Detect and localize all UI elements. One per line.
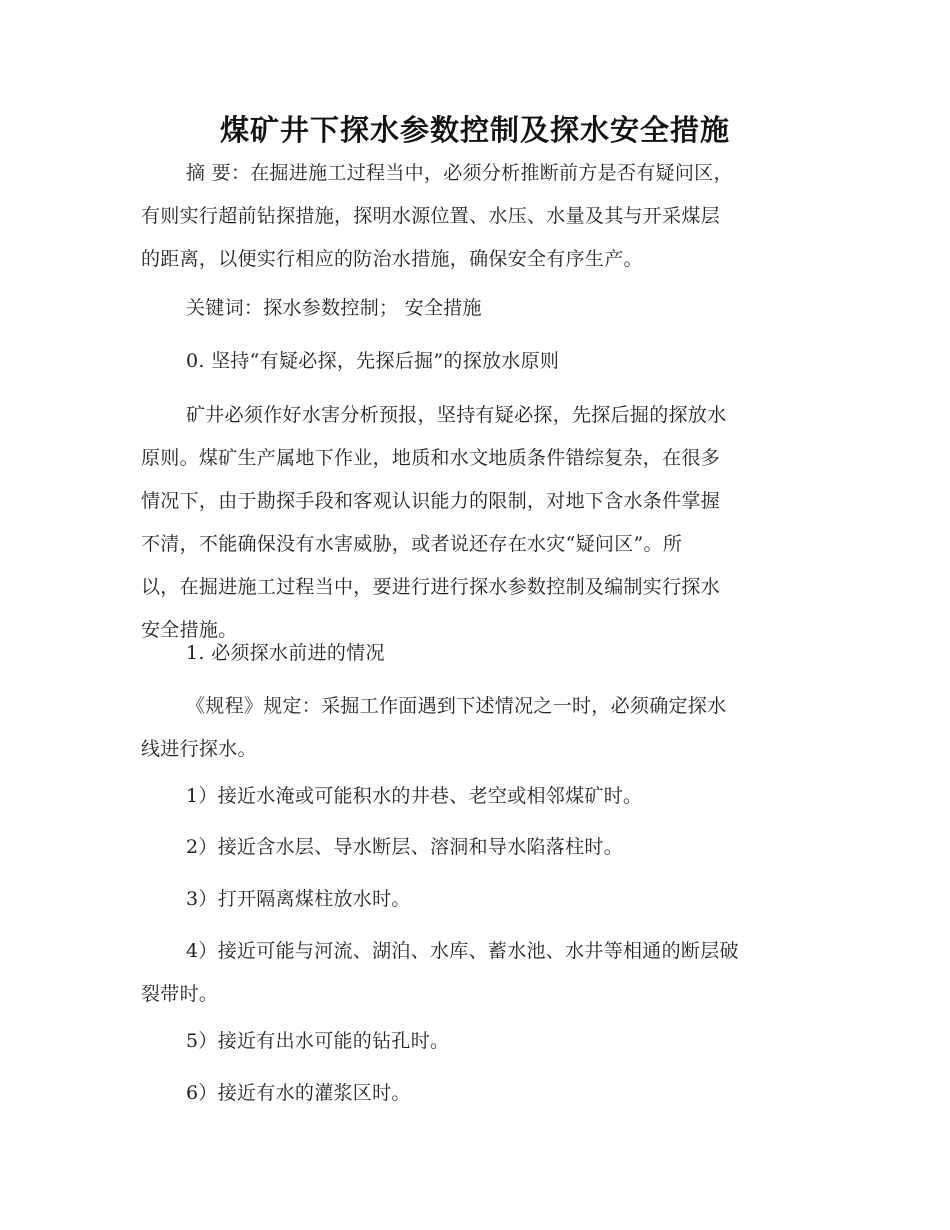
- list-item-4: [141, 930, 811, 1016]
- list-item-6: [141, 1072, 811, 1115]
- paragraph-line: 以，在掘进施工过程当中，要进行进行探水参数控制及编制实行探水: [141, 576, 721, 598]
- paragraph-line: 线进行探水。: [141, 738, 257, 760]
- abstract-paragraph: [141, 152, 811, 281]
- list-item-5: [141, 1020, 811, 1063]
- paragraph-line: 原则。煤矿生产属地下作业，地质和水文地质条件错综复杂，在很多: [141, 447, 721, 469]
- list-item-text: 1）接近水淹或可能积水的井巷、老空或相邻煤矿时。: [186, 785, 643, 807]
- list-item-text: 2）接近含水层、导水断层、溶洞和导水陷落柱时。: [186, 836, 623, 858]
- paragraph-line: 安全措施。: [141, 619, 238, 641]
- paragraph-line: 不清，不能确保没有水害威胁，或者说还存在水灾“疑问区”。所: [141, 533, 683, 555]
- list-item-text: 3）打开隔离煤柱放水时。: [186, 888, 411, 910]
- section-0-heading: [141, 340, 811, 383]
- list-item-1: [141, 775, 811, 818]
- list-item-text: 裂带时。: [141, 983, 219, 1005]
- keywords-paragraph: [141, 287, 811, 330]
- list-item-text: 6）接近有水的灌浆区时。: [186, 1082, 411, 1104]
- paragraph-line: 矿井必须作好水害分析预报，坚持有疑必探，先探后掘的探放水: [186, 404, 727, 426]
- list-item-text: 5）接近有出水可能的钻孔时。: [186, 1030, 450, 1052]
- rule-paragraph: [141, 685, 811, 771]
- list-item-3: [141, 878, 811, 921]
- abstract-line: 有则实行超前钻探措施，探明水源位置、水压、水量及其与开采煤层: [141, 205, 721, 227]
- abstract-line: 摘 要：在掘进施工过程当中，必须分析推断前方是否有疑问区，: [186, 162, 733, 184]
- list-item-text: 4）接近可能与河流、湖泊、水库、蓄水池、水井等相通的断层破: [186, 940, 739, 962]
- paragraph-line: 情况下，由于勘探手段和客观认识能力的限制，对地下含水条件掌握: [141, 490, 721, 512]
- section-1-heading: [141, 632, 811, 675]
- section-heading-text: 1. 必须探水前进的情况: [186, 642, 385, 664]
- section-0-paragraph: [141, 394, 811, 652]
- list-item-2: [141, 826, 811, 869]
- keywords-line: 关键词：探水参数控制； 安全措施: [186, 297, 482, 319]
- paragraph-line: 《规程》规定：采掘工作面遇到下述情况之一时，必须确定探水: [186, 695, 727, 717]
- document-title: 煤矿井下探水参数控制及探水安全措施: [219, 113, 730, 147]
- section-heading-text: 0. 坚持“有疑必探，先探后掘”的探放水原则: [186, 350, 560, 372]
- abstract-line: 的距离，以便实行相应的防治水措施，确保安全有序生产。: [141, 248, 643, 270]
